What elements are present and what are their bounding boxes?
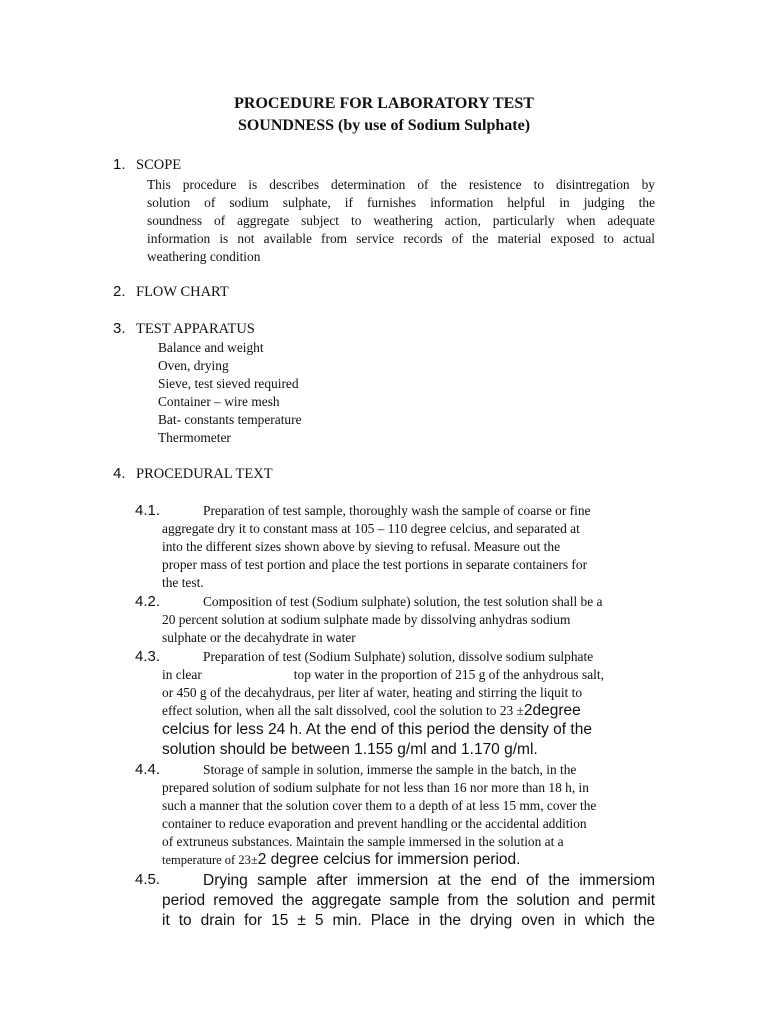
scope-line: weathering condition — [147, 249, 261, 264]
section-1-number: 1. — [113, 156, 126, 173]
subsection-text-line: or 450 g of the decahydraus, per liter af water, heating and stirring the liquit to — [162, 685, 583, 700]
subsection-text-line — [162, 851, 655, 869]
document-title-line-1: PROCEDURE FOR LABORATORY TEST — [234, 95, 534, 112]
subsection-4-1-number: 4.1. — [135, 502, 161, 519]
subsection-4-4-number: 4.4. — [135, 761, 161, 778]
subsection-text-line: aggregate dry it to constant mass at 105 – 110 degree celcius, and separated at — [162, 521, 580, 536]
text-fragment: in clear — [162, 667, 202, 682]
subsection-text-line: Composition of test (Sodium sulphate) solution, the test solution shall be a — [203, 594, 603, 609]
scope-line: soundness of aggregate subject to weathering action, particularly when adequate — [147, 213, 655, 228]
section-4-heading: PROCEDURAL TEXT — [136, 466, 273, 482]
apparatus-item: Sieve, test sieved required — [158, 376, 299, 391]
apparatus-item: Thermometer — [158, 430, 231, 445]
text-fragment: effect solution, when all the salt dissolved, cool the solution to 23 ± — [162, 703, 524, 718]
apparatus-item: Bat- constants temperature — [158, 412, 302, 427]
subsection-4-5-number: 4.5. — [135, 871, 161, 888]
document-title-line-2: SOUNDNESS (by use of Sodium Sulphate) — [237, 117, 531, 134]
section-3-heading: TEST APPARATUS — [136, 321, 255, 337]
subsection-text-line — [162, 702, 655, 720]
subsection-text-line: Preparation of test sample, thoroughly wash the sample of coarse or fine — [203, 503, 591, 518]
text-fragment: 2degree — [523, 702, 581, 719]
scope-line: solution of sodium sulphate, if furnishes information helpful in judging the — [147, 195, 655, 210]
scope-paragraph — [147, 176, 655, 266]
subsection-text-line: celcius for less 24 h. At the end of this period the density of the — [162, 721, 592, 738]
text-fragment: temperature of 23± — [162, 853, 258, 867]
subsection-4-3-number: 4.3. — [135, 648, 161, 665]
text-fragment: top water in the proportion of 215 g of the anhydrous salt, — [293, 667, 604, 682]
subsection-text-line: sulphate or the decahydrate in water — [162, 630, 356, 645]
subsection-text-line: prepared solution of sodium sulphate for not less than 16 nor more than 18 h, in — [162, 780, 589, 795]
subsection-text-line: 20 percent solution at sodium sulphate made by dissolving anhydras sodium — [162, 612, 571, 627]
subsection-text-line — [162, 666, 655, 684]
subsection-text-line: Storage of sample in solution, immerse the sample in the batch, in the — [203, 762, 577, 777]
subsection-text-line: period removed the aggregate sample from the solution and permit — [162, 892, 655, 909]
scope-line: information is not available from service records of the material exposed to actual — [147, 231, 655, 246]
subsection-4-2-number: 4.2. — [135, 593, 161, 610]
section-2-heading: FLOW CHART — [136, 284, 229, 300]
subsection-text-line: into the different sizes shown above by sieving to refusal. Measure out the — [162, 539, 561, 554]
section-2-number: 2. — [113, 283, 126, 300]
subsection-text-line: of extruneus substances. Maintain the sample immersed in the solution at a — [162, 834, 564, 849]
scope-line: This procedure is describes determination of the resistence to disintregation by — [147, 177, 655, 192]
subsection-text-line: container to reduce evaporation and prevent handling or the accidental addition — [162, 816, 587, 831]
apparatus-item: Container – wire mesh — [158, 394, 280, 409]
section-3-number: 3. — [113, 320, 126, 337]
subsection-text-line: it to drain for 15 ± 5 min. Place in the drying oven in which the — [162, 912, 655, 929]
subsection-text-line: Drying sample after immersion at the end of the immersiom — [203, 872, 655, 889]
section-4-number: 4. — [113, 465, 126, 482]
subsection-text-line: such a manner that the solution cover them to a depth of at less 15 mm, cover the — [162, 798, 597, 813]
apparatus-item: Balance and weight — [158, 340, 264, 355]
subsection-text-line: proper mass of test portion and place the test portions in separate containers for — [162, 557, 588, 572]
apparatus-list — [158, 339, 302, 447]
section-1-heading: SCOPE — [136, 157, 182, 173]
text-fragment: 2 degree celcius for immersion period. — [257, 851, 521, 868]
subsection-text-line: the test. — [162, 575, 204, 590]
subsection-text-line: solution should be between 1.155 g/ml and 1.170 g/ml. — [162, 741, 538, 758]
subsection-text-line: Preparation of test (Sodium Sulphate) solution, dissolve sodium sulphate — [203, 649, 594, 664]
apparatus-item: Oven, drying — [158, 358, 229, 373]
